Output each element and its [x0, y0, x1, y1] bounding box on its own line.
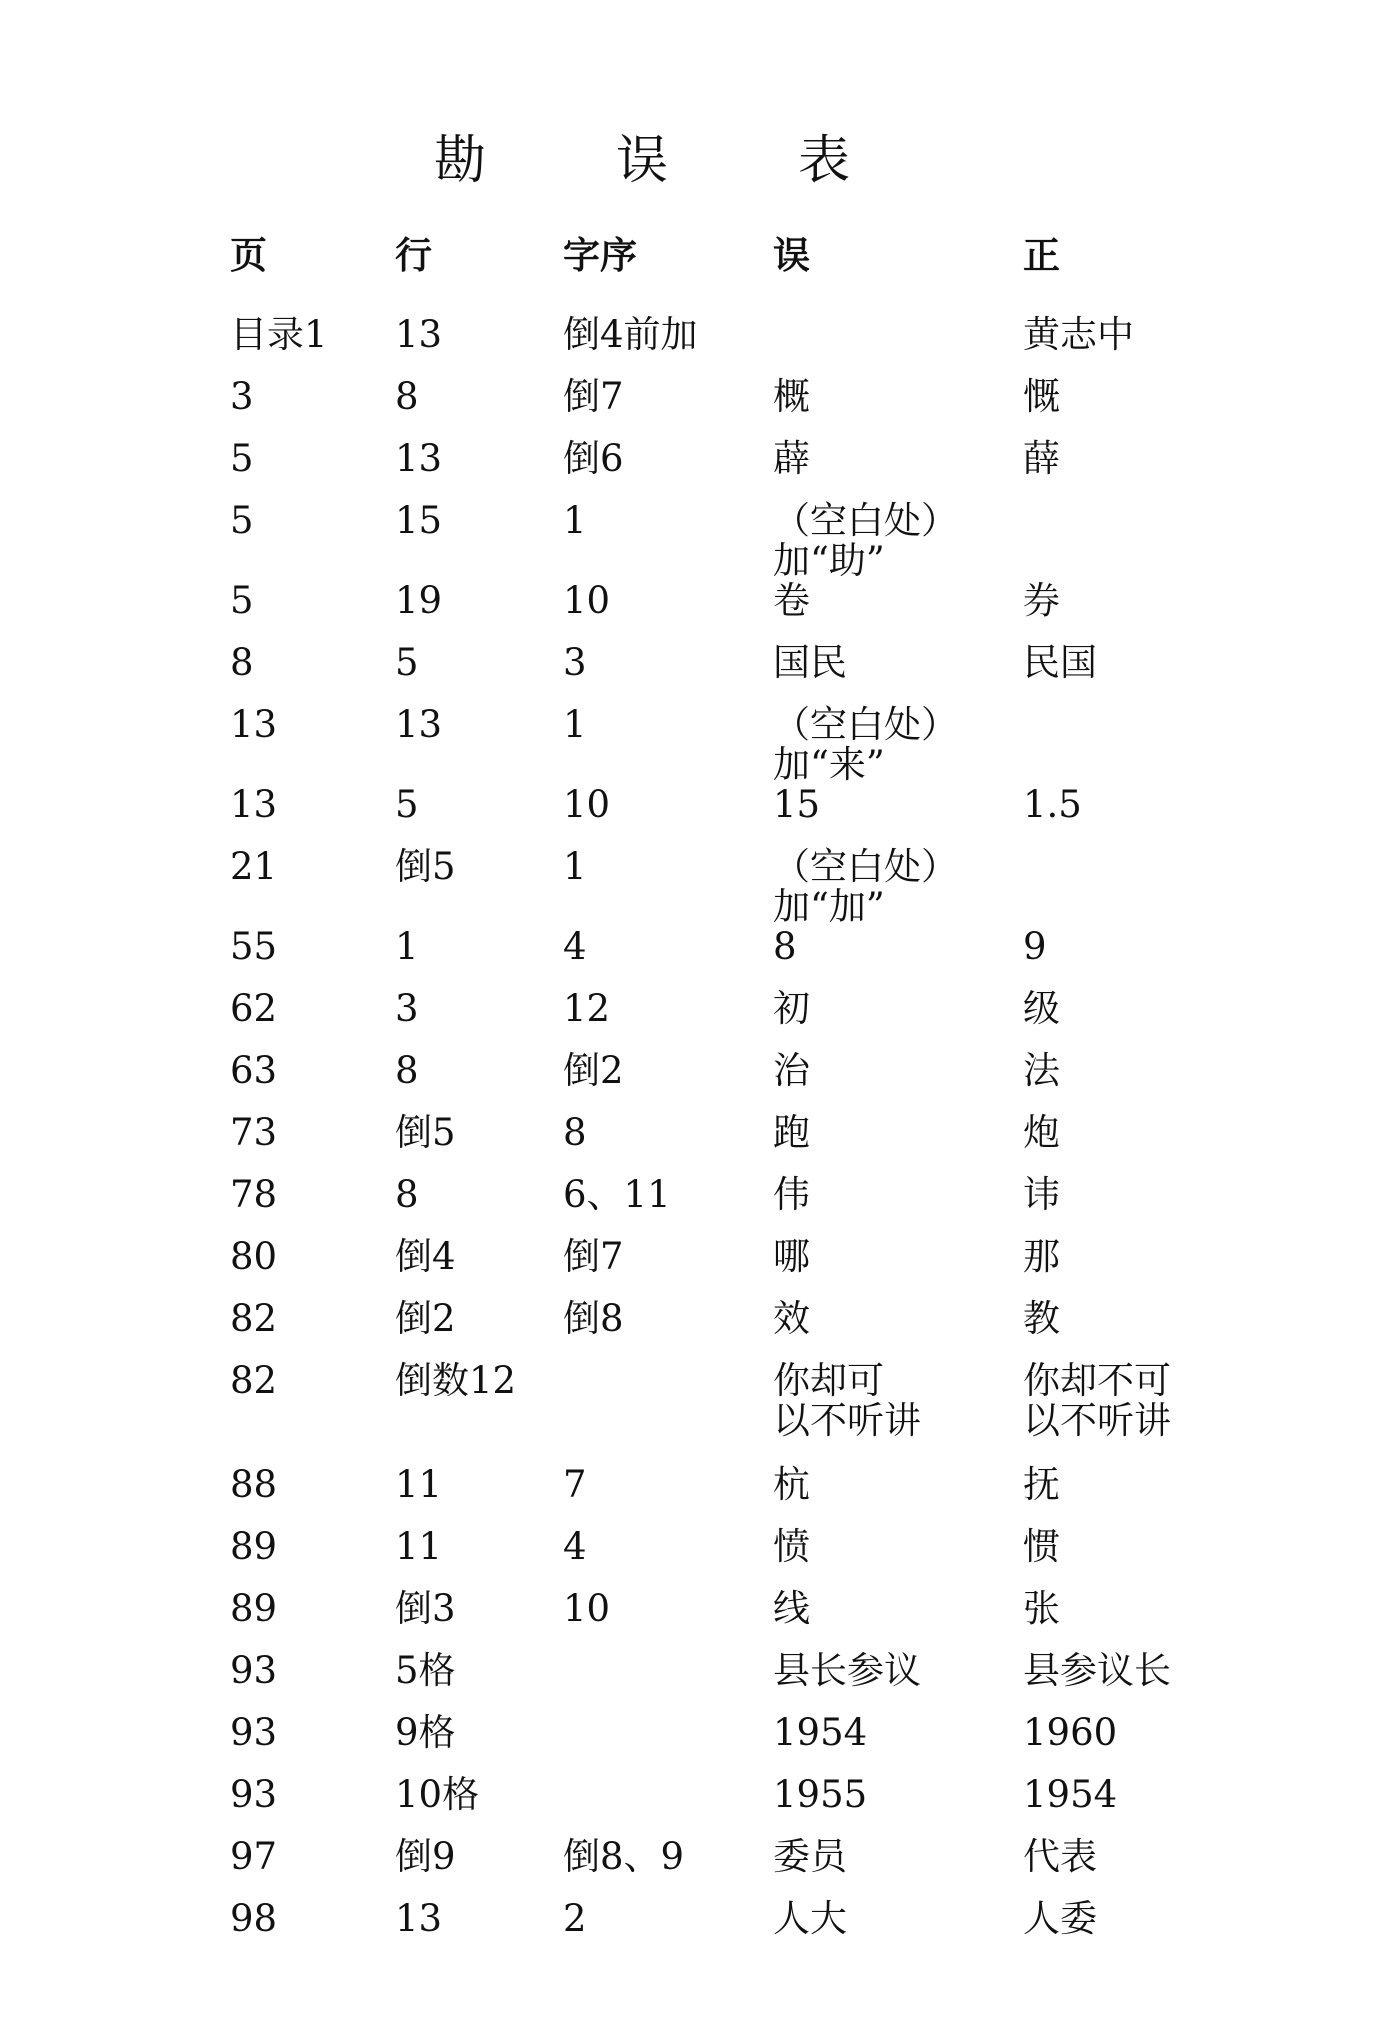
page-title	[430, 118, 854, 193]
cell-position: 倒8	[563, 1297, 624, 1340]
header-page: 页	[230, 233, 267, 277]
table-row	[230, 1175, 1263, 1237]
cell-correction	[1023, 705, 1263, 785]
table-row	[230, 1651, 1263, 1713]
cell-error: 效	[773, 1297, 810, 1340]
cell-line: 11	[395, 1463, 443, 1506]
cell-error: 你却可 以不听讲	[773, 1359, 921, 1442]
cell-error: （空白处）加“加”	[773, 845, 958, 928]
cell-error: 愤	[773, 1525, 810, 1568]
cell-correction: 1954	[1023, 1773, 1118, 1816]
cell-position: 倒2	[563, 1049, 624, 1092]
cell-position: 1	[563, 499, 587, 542]
cell-correction: 那	[1023, 1235, 1060, 1278]
table-body	[230, 315, 1263, 1961]
table-row	[230, 1299, 1263, 1361]
cell-position: 1	[563, 703, 587, 746]
cell-correction	[1023, 847, 1263, 927]
cell-position: 7	[563, 1463, 587, 1506]
cell-line: 15	[395, 499, 443, 542]
cell-error: 8	[773, 925, 797, 968]
table-row	[230, 501, 1263, 581]
cell-line: 13	[395, 1897, 443, 1940]
table-row	[230, 1465, 1263, 1527]
cell-correction: 炮	[1023, 1111, 1060, 1154]
cell-position	[563, 1361, 773, 1465]
cell-correction: 教	[1023, 1297, 1060, 1340]
cell-correction: 抚	[1023, 1463, 1060, 1506]
table-row	[230, 1837, 1263, 1899]
table-row	[230, 989, 1263, 1051]
cell-page: 89	[230, 1587, 278, 1630]
header-correction: 正	[1023, 233, 1060, 277]
cell-error: 卷	[773, 579, 810, 622]
cell-line: 11	[395, 1525, 443, 1568]
cell-correction: 黄志中	[1023, 313, 1134, 356]
header-line: 行	[395, 233, 432, 277]
table-row	[230, 1361, 1263, 1465]
title-char-2: 误	[615, 131, 668, 191]
cell-position: 4	[563, 1525, 587, 1568]
cell-correction: 1960	[1023, 1711, 1118, 1754]
header-error: 误	[773, 233, 810, 277]
cell-page: 93	[230, 1711, 278, 1754]
cell-error: 线	[773, 1587, 810, 1630]
table-row	[230, 1051, 1263, 1113]
cell-line: 10格	[395, 1773, 480, 1816]
cell-line: 8	[395, 1049, 419, 1092]
table-row	[230, 1589, 1263, 1651]
cell-error: （空白处）加“助”	[773, 499, 958, 582]
cell-page: 13	[230, 783, 278, 826]
table-row	[230, 581, 1263, 643]
cell-page: 55	[230, 925, 278, 968]
table-header-row	[230, 235, 1263, 315]
cell-page: 62	[230, 987, 278, 1030]
cell-page: 80	[230, 1235, 278, 1278]
cell-position: 10	[563, 579, 611, 622]
errata-table	[230, 235, 1263, 1961]
cell-page: 13	[230, 703, 278, 746]
cell-line: 5	[395, 641, 419, 684]
cell-line: 13	[395, 437, 443, 480]
cell-position: 4	[563, 925, 587, 968]
cell-page: 93	[230, 1649, 278, 1692]
cell-line: 倒4	[395, 1235, 456, 1278]
cell-correction: 你却不可 以不听讲	[1023, 1359, 1171, 1442]
table-row	[230, 315, 1263, 377]
cell-page: 8	[230, 641, 254, 684]
table-row	[230, 1527, 1263, 1589]
cell-error: 人大	[773, 1897, 847, 1940]
title-char-1: 勘	[433, 131, 486, 191]
cell-position: 倒4前加	[563, 313, 698, 356]
cell-correction: 级	[1023, 987, 1060, 1030]
cell-error: 初	[773, 987, 810, 1030]
cell-line: 8	[395, 375, 419, 418]
cell-position: 2	[563, 1897, 587, 1940]
cell-correction: 代表	[1023, 1835, 1097, 1878]
cell-page: 3	[230, 375, 254, 418]
cell-error: 哪	[773, 1235, 810, 1278]
cell-error: 杭	[773, 1463, 810, 1506]
cell-position: 倒7	[563, 1235, 624, 1278]
cell-position: 6、11	[563, 1173, 671, 1216]
cell-page: 82	[230, 1297, 278, 1340]
cell-line: 倒3	[395, 1587, 456, 1630]
table-row	[230, 377, 1263, 439]
cell-error	[773, 315, 1023, 377]
cell-correction: 张	[1023, 1587, 1060, 1630]
cell-position: 10	[563, 783, 611, 826]
cell-correction: 人委	[1023, 1897, 1097, 1940]
table-row	[230, 1237, 1263, 1299]
cell-correction: 法	[1023, 1049, 1060, 1092]
cell-error: 跑	[773, 1111, 810, 1154]
cell-line: 9格	[395, 1711, 456, 1754]
cell-page: 5	[230, 499, 254, 542]
table-row	[230, 785, 1263, 847]
cell-correction: 薛	[1023, 437, 1060, 480]
cell-page: 89	[230, 1525, 278, 1568]
cell-error: 伟	[773, 1173, 810, 1216]
cell-position: 12	[563, 987, 611, 1030]
header-position: 字序	[563, 233, 637, 277]
cell-position: 倒8、9	[563, 1835, 685, 1878]
cell-error: 国民	[773, 641, 847, 684]
cell-position: 1	[563, 845, 587, 888]
cell-correction: 慨	[1023, 375, 1060, 418]
cell-line: 19	[395, 579, 443, 622]
cell-correction: 民国	[1023, 641, 1097, 684]
cell-line: 倒9	[395, 1835, 456, 1878]
cell-correction	[1023, 501, 1263, 581]
cell-position: 8	[563, 1111, 587, 1154]
cell-position: 倒6	[563, 437, 624, 480]
cell-page: 82	[230, 1359, 278, 1402]
cell-correction: 9	[1023, 925, 1047, 968]
cell-page: 97	[230, 1835, 278, 1878]
table-row	[230, 847, 1263, 927]
cell-correction: 1.5	[1023, 783, 1082, 826]
table-row	[230, 1899, 1263, 1961]
table-row	[230, 439, 1263, 501]
cell-position: 3	[563, 641, 587, 684]
cell-line: 1	[395, 925, 419, 968]
table-row	[230, 1775, 1263, 1837]
cell-position	[563, 1713, 773, 1775]
cell-line: 倒数12	[395, 1359, 517, 1402]
cell-error: 15	[773, 783, 821, 826]
cell-line: 13	[395, 703, 443, 746]
cell-position	[563, 1651, 773, 1713]
cell-line: 倒5	[395, 1111, 456, 1154]
table-row	[230, 927, 1263, 989]
cell-error: 概	[773, 375, 810, 418]
cell-line: 13	[395, 313, 443, 356]
cell-error: 县长参议	[773, 1649, 921, 1692]
cell-line: 8	[395, 1173, 419, 1216]
cell-correction: 惯	[1023, 1525, 1060, 1568]
title-char-3: 表	[797, 131, 850, 191]
cell-page: 98	[230, 1897, 278, 1940]
table-row	[230, 705, 1263, 785]
cell-error: 治	[773, 1049, 810, 1092]
cell-error: 委员	[773, 1835, 847, 1878]
cell-page: 21	[230, 845, 278, 888]
cell-page: 5	[230, 437, 254, 480]
cell-page: 93	[230, 1773, 278, 1816]
table-row	[230, 1713, 1263, 1775]
cell-error: 薜	[773, 437, 810, 480]
table-row	[230, 643, 1263, 705]
cell-line: 5格	[395, 1649, 456, 1692]
cell-error: 1954	[773, 1711, 868, 1754]
cell-error: （空白处）加“来”	[773, 703, 958, 786]
cell-position: 倒7	[563, 375, 624, 418]
cell-position: 10	[563, 1587, 611, 1630]
cell-error: 1955	[773, 1773, 868, 1816]
cell-page: 78	[230, 1173, 278, 1216]
cell-line: 倒2	[395, 1297, 456, 1340]
cell-correction: 券	[1023, 579, 1060, 622]
cell-line: 5	[395, 783, 419, 826]
table-row	[230, 1113, 1263, 1175]
cell-page: 目录1	[230, 313, 328, 356]
cell-page: 5	[230, 579, 254, 622]
cell-line: 倒5	[395, 845, 456, 888]
cell-line: 3	[395, 987, 419, 1030]
cell-page: 63	[230, 1049, 278, 1092]
cell-page: 88	[230, 1463, 278, 1506]
cell-correction: 县参议长	[1023, 1649, 1171, 1692]
cell-correction: 讳	[1023, 1173, 1060, 1216]
cell-position	[563, 1775, 773, 1837]
cell-page: 73	[230, 1111, 278, 1154]
